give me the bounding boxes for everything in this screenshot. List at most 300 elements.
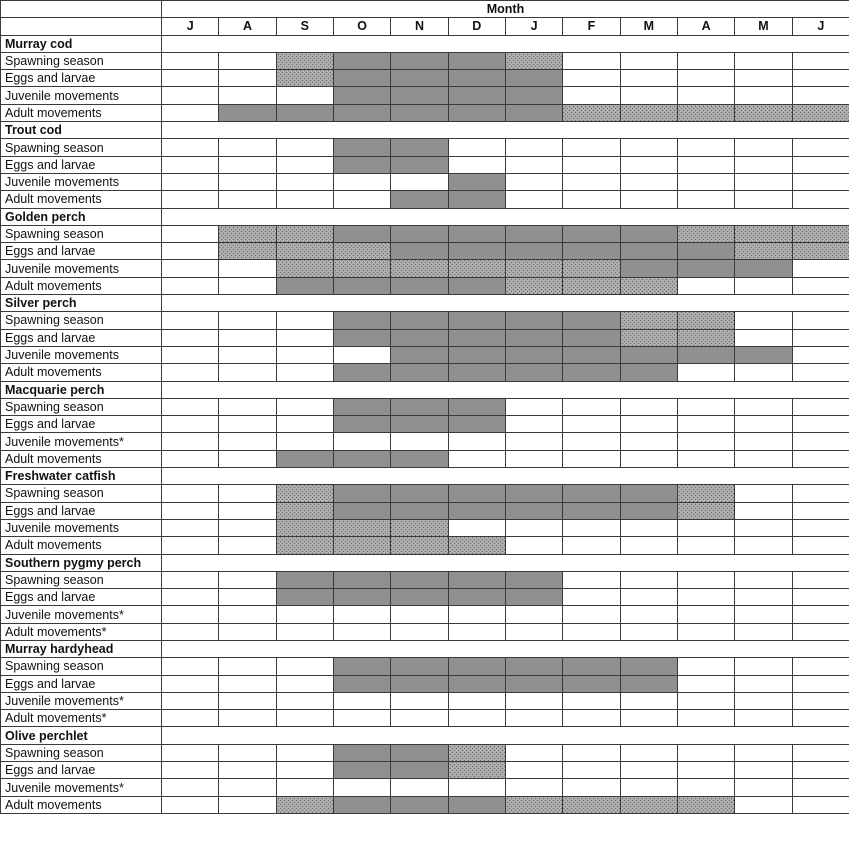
month-cell-blank xyxy=(162,433,219,450)
month-cell-blank xyxy=(563,398,620,415)
month-cell-blank xyxy=(620,519,677,536)
month-cell-blank xyxy=(333,710,390,727)
month-cell-solid xyxy=(735,260,792,277)
month-cell-blank xyxy=(505,156,562,173)
month-cell-blank xyxy=(505,433,562,450)
month-header: M xyxy=(620,18,677,35)
month-cell-solid xyxy=(333,70,390,87)
stage-row xyxy=(1,139,849,156)
month-cell-blank xyxy=(792,692,849,709)
stage-row xyxy=(1,346,849,363)
month-cell-solid xyxy=(333,104,390,121)
month-cell-blank xyxy=(162,779,219,796)
month-cell-blank xyxy=(620,433,677,450)
month-cell-solid xyxy=(333,364,390,381)
month-cell-stippled xyxy=(620,104,677,121)
month-cell-solid xyxy=(563,658,620,675)
month-cell-blank xyxy=(162,450,219,467)
month-cell-blank xyxy=(219,416,276,433)
month-cell-stippled xyxy=(677,485,734,502)
month-cell-blank xyxy=(219,692,276,709)
month-cell-blank xyxy=(792,589,849,606)
month-cell-blank xyxy=(563,623,620,640)
stage-label: Adult movements* xyxy=(1,623,162,640)
month-cell-solid xyxy=(333,744,390,761)
month-cell-solid xyxy=(505,485,562,502)
month-cell-blank xyxy=(219,658,276,675)
month-cell-blank xyxy=(677,277,734,294)
stage-row xyxy=(1,191,849,208)
month-cell-blank xyxy=(162,364,219,381)
stage-row xyxy=(1,225,849,242)
month-cell-blank xyxy=(792,433,849,450)
month-cell-blank xyxy=(505,762,562,779)
month-cell-stippled xyxy=(735,225,792,242)
month-cell-solid xyxy=(391,658,448,675)
month-cell-blank xyxy=(276,346,333,363)
month-header: A xyxy=(219,18,276,35)
species-row-spacer xyxy=(162,640,849,657)
month-cell-solid xyxy=(505,346,562,363)
month-cell-blank xyxy=(276,87,333,104)
month-cell-blank xyxy=(677,623,734,640)
stage-label: Spawning season xyxy=(1,571,162,588)
month-cell-stippled xyxy=(276,225,333,242)
month-header: M xyxy=(735,18,792,35)
header-corner-blank xyxy=(1,18,162,35)
month-cell-solid xyxy=(333,312,390,329)
month-cell-blank xyxy=(735,675,792,692)
species-name: Southern pygmy perch xyxy=(1,554,162,571)
month-cell-blank xyxy=(505,692,562,709)
month-cell-solid xyxy=(563,675,620,692)
month-cell-solid xyxy=(677,243,734,260)
stage-row xyxy=(1,416,849,433)
month-cell-blank xyxy=(162,156,219,173)
stage-label: Eggs and larvae xyxy=(1,762,162,779)
header-title-row xyxy=(1,1,849,18)
species-row-spacer xyxy=(162,381,849,398)
month-cell-blank xyxy=(448,710,505,727)
month-cell-stippled xyxy=(448,744,505,761)
month-cell-blank xyxy=(219,537,276,554)
month-cell-blank xyxy=(735,433,792,450)
month-cell-blank xyxy=(563,537,620,554)
month-cell-blank xyxy=(219,433,276,450)
month-cell-stippled xyxy=(448,537,505,554)
month-cell-blank xyxy=(391,692,448,709)
month-cell-blank xyxy=(735,364,792,381)
month-cell-solid xyxy=(620,485,677,502)
month-cell-blank xyxy=(219,623,276,640)
month-cell-blank xyxy=(620,571,677,588)
month-cell-blank xyxy=(677,433,734,450)
month-cell-blank xyxy=(162,139,219,156)
month-cell-blank xyxy=(792,139,849,156)
month-cell-blank xyxy=(333,692,390,709)
month-cell-solid xyxy=(391,70,448,87)
month-cell-solid xyxy=(333,156,390,173)
month-cell-blank xyxy=(391,623,448,640)
month-cell-stippled xyxy=(563,796,620,813)
month-header: N xyxy=(391,18,448,35)
month-cell-blank xyxy=(505,779,562,796)
month-cell-blank xyxy=(735,779,792,796)
stage-row xyxy=(1,450,849,467)
month-cell-blank xyxy=(333,191,390,208)
month-cell-blank xyxy=(219,364,276,381)
month-cell-blank xyxy=(792,502,849,519)
stage-row xyxy=(1,364,849,381)
month-cell-solid xyxy=(448,416,505,433)
month-cell-blank xyxy=(735,277,792,294)
month-cell-stippled xyxy=(620,277,677,294)
stage-label: Adult movements xyxy=(1,796,162,813)
stage-row xyxy=(1,87,849,104)
month-cell-blank xyxy=(219,139,276,156)
stage-row xyxy=(1,485,849,502)
stage-label: Spawning season xyxy=(1,485,162,502)
month-cell-blank xyxy=(563,589,620,606)
table-body xyxy=(1,35,849,813)
month-cell-blank xyxy=(735,537,792,554)
month-cell-blank xyxy=(162,658,219,675)
stage-label: Adult movements xyxy=(1,537,162,554)
month-cell-solid xyxy=(391,225,448,242)
month-cell-solid xyxy=(505,571,562,588)
stage-row xyxy=(1,398,849,415)
month-cell-blank xyxy=(563,87,620,104)
month-cell-stippled xyxy=(276,502,333,519)
month-cell-blank xyxy=(792,537,849,554)
month-cell-stippled xyxy=(391,519,448,536)
month-cell-blank xyxy=(620,139,677,156)
month-cell-blank xyxy=(677,70,734,87)
stage-row xyxy=(1,796,849,813)
month-cell-solid xyxy=(448,346,505,363)
month-cell-blank xyxy=(620,156,677,173)
stage-label: Eggs and larvae xyxy=(1,675,162,692)
month-cell-stippled xyxy=(677,312,734,329)
stage-label: Eggs and larvae xyxy=(1,589,162,606)
month-cell-blank xyxy=(219,173,276,190)
month-cell-solid xyxy=(333,398,390,415)
month-cell-blank xyxy=(620,744,677,761)
month-cell-blank xyxy=(677,571,734,588)
month-header: F xyxy=(563,18,620,35)
month-cell-blank xyxy=(219,589,276,606)
month-cell-blank xyxy=(677,173,734,190)
stage-row xyxy=(1,589,849,606)
month-cell-blank xyxy=(276,364,333,381)
month-cell-blank xyxy=(677,519,734,536)
month-cell-stippled xyxy=(563,104,620,121)
month-cell-blank xyxy=(735,416,792,433)
month-header: D xyxy=(448,18,505,35)
month-cell-solid xyxy=(448,589,505,606)
stage-label: Juvenile movements* xyxy=(1,606,162,623)
month-cell-blank xyxy=(563,710,620,727)
month-cell-blank xyxy=(162,87,219,104)
month-cell-solid xyxy=(620,260,677,277)
month-cell-blank xyxy=(505,173,562,190)
species-name: Trout cod xyxy=(1,122,162,139)
month-cell-stippled xyxy=(276,537,333,554)
month-cell-blank xyxy=(735,762,792,779)
month-cell-blank xyxy=(448,433,505,450)
month-cell-blank xyxy=(448,450,505,467)
month-cell-solid xyxy=(448,796,505,813)
month-cell-solid xyxy=(448,485,505,502)
month-cell-stippled xyxy=(219,225,276,242)
month-cell-blank xyxy=(620,762,677,779)
month-cell-blank xyxy=(563,450,620,467)
month-cell-blank xyxy=(276,329,333,346)
month-cell-blank xyxy=(677,710,734,727)
month-header: A xyxy=(677,18,734,35)
month-cell-solid xyxy=(620,364,677,381)
stage-label: Adult movements xyxy=(1,191,162,208)
month-cell-blank xyxy=(505,606,562,623)
month-cell-blank xyxy=(219,191,276,208)
stage-label: Eggs and larvae xyxy=(1,416,162,433)
stage-label: Eggs and larvae xyxy=(1,329,162,346)
month-cell-blank xyxy=(162,485,219,502)
month-cell-blank xyxy=(448,606,505,623)
month-cell-solid xyxy=(448,225,505,242)
month-cell-blank xyxy=(162,796,219,813)
month-header: J xyxy=(505,18,562,35)
month-cell-solid xyxy=(448,277,505,294)
stage-label: Spawning season xyxy=(1,398,162,415)
stage-row xyxy=(1,692,849,709)
month-cell-blank xyxy=(735,329,792,346)
month-cell-solid xyxy=(333,329,390,346)
month-cell-blank xyxy=(162,173,219,190)
month-cell-solid xyxy=(505,70,562,87)
month-cell-blank xyxy=(620,537,677,554)
species-row-spacer xyxy=(162,122,849,139)
month-cell-solid xyxy=(448,364,505,381)
month-cell-blank xyxy=(735,796,792,813)
month-cell-solid xyxy=(563,364,620,381)
month-cell-solid xyxy=(620,346,677,363)
species-row-spacer xyxy=(162,727,849,744)
month-cell-blank xyxy=(620,710,677,727)
month-cell-blank xyxy=(505,398,562,415)
month-cell-blank xyxy=(162,589,219,606)
month-cell-blank xyxy=(792,796,849,813)
month-cell-blank xyxy=(505,744,562,761)
month-cell-blank xyxy=(219,398,276,415)
month-cell-solid xyxy=(391,450,448,467)
month-cell-stippled xyxy=(391,260,448,277)
month-cell-blank xyxy=(620,87,677,104)
month-cell-blank xyxy=(792,346,849,363)
month-cell-blank xyxy=(448,156,505,173)
month-cell-solid xyxy=(448,52,505,69)
month-cell-blank xyxy=(276,312,333,329)
month-cell-blank xyxy=(792,762,849,779)
species-row xyxy=(1,295,849,312)
species-name: Freshwater catfish xyxy=(1,468,162,485)
month-cell-solid xyxy=(448,398,505,415)
month-cell-solid xyxy=(620,225,677,242)
month-cell-blank xyxy=(735,312,792,329)
month-cell-blank xyxy=(276,744,333,761)
month-cell-solid xyxy=(391,364,448,381)
month-cell-blank xyxy=(677,658,734,675)
month-cell-stippled xyxy=(620,312,677,329)
month-cell-blank xyxy=(162,710,219,727)
species-row xyxy=(1,381,849,398)
month-cell-blank xyxy=(219,710,276,727)
month-cell-blank xyxy=(677,139,734,156)
month-cell-solid xyxy=(333,416,390,433)
month-cell-blank xyxy=(677,537,734,554)
month-cell-blank xyxy=(219,52,276,69)
month-cell-blank xyxy=(792,277,849,294)
stage-row xyxy=(1,243,849,260)
month-cell-solid xyxy=(333,87,390,104)
month-cell-blank xyxy=(333,623,390,640)
stage-row xyxy=(1,571,849,588)
month-cell-solid xyxy=(505,329,562,346)
stage-label: Juvenile movements xyxy=(1,519,162,536)
stage-label: Eggs and larvae xyxy=(1,243,162,260)
species-row-spacer xyxy=(162,554,849,571)
month-cell-blank xyxy=(162,312,219,329)
stage-row xyxy=(1,52,849,69)
month-cell-blank xyxy=(735,52,792,69)
month-cell-solid xyxy=(505,364,562,381)
month-cell-stippled xyxy=(677,104,734,121)
month-cell-solid xyxy=(333,796,390,813)
month-cell-blank xyxy=(219,87,276,104)
month-cell-stippled xyxy=(792,225,849,242)
month-cell-blank xyxy=(792,658,849,675)
month-row xyxy=(1,18,849,35)
month-cell-blank xyxy=(735,571,792,588)
month-cell-stippled xyxy=(505,277,562,294)
month-cell-solid xyxy=(677,260,734,277)
month-cell-solid xyxy=(333,502,390,519)
month-cell-solid xyxy=(333,762,390,779)
month-cell-blank xyxy=(735,606,792,623)
month-cell-blank xyxy=(735,519,792,536)
stage-row xyxy=(1,260,849,277)
stage-row xyxy=(1,519,849,536)
month-cell-blank xyxy=(563,519,620,536)
month-cell-solid xyxy=(391,762,448,779)
month-cell-stippled xyxy=(219,243,276,260)
stage-label: Eggs and larvae xyxy=(1,502,162,519)
month-cell-solid xyxy=(620,658,677,675)
stage-row xyxy=(1,312,849,329)
species-row-spacer xyxy=(162,35,849,52)
month-cell-blank xyxy=(735,450,792,467)
month-cell-solid xyxy=(219,104,276,121)
month-cell-blank xyxy=(219,502,276,519)
header-corner xyxy=(1,1,162,18)
month-cell-blank xyxy=(219,450,276,467)
month-cell-blank xyxy=(677,606,734,623)
month-cell-blank xyxy=(677,779,734,796)
stage-label: Adult movements xyxy=(1,450,162,467)
month-cell-blank xyxy=(391,710,448,727)
month-header: S xyxy=(276,18,333,35)
month-header: J xyxy=(162,18,219,35)
month-cell-blank xyxy=(792,87,849,104)
month-cell-blank xyxy=(677,364,734,381)
month-cell-blank xyxy=(162,329,219,346)
month-cell-blank xyxy=(276,139,333,156)
month-cell-solid xyxy=(276,571,333,588)
month-cell-solid xyxy=(391,156,448,173)
month-cell-solid xyxy=(735,346,792,363)
month-cell-blank xyxy=(219,156,276,173)
month-cell-blank xyxy=(792,156,849,173)
stage-label: Spawning season xyxy=(1,658,162,675)
species-row xyxy=(1,35,849,52)
month-cell-stippled xyxy=(333,537,390,554)
stage-row xyxy=(1,277,849,294)
month-cell-solid xyxy=(391,139,448,156)
month-cell-blank xyxy=(333,779,390,796)
month-cell-blank xyxy=(162,346,219,363)
month-cell-solid xyxy=(448,675,505,692)
month-cell-blank xyxy=(563,692,620,709)
month-cell-blank xyxy=(219,762,276,779)
month-cell-blank xyxy=(276,658,333,675)
month-cell-solid xyxy=(276,277,333,294)
month-cell-blank xyxy=(276,606,333,623)
month-cell-blank xyxy=(448,139,505,156)
month-cell-blank xyxy=(219,779,276,796)
month-cell-blank xyxy=(792,779,849,796)
month-cell-solid xyxy=(448,312,505,329)
month-cell-blank xyxy=(162,416,219,433)
month-cell-blank xyxy=(735,173,792,190)
month-cell-blank xyxy=(677,191,734,208)
stage-row xyxy=(1,779,849,796)
stage-label: Juvenile movements* xyxy=(1,779,162,796)
month-cell-solid xyxy=(505,243,562,260)
month-cell-blank xyxy=(735,623,792,640)
month-cell-solid xyxy=(276,104,333,121)
month-cell-blank xyxy=(219,675,276,692)
month-cell-solid xyxy=(391,416,448,433)
month-cell-blank xyxy=(162,762,219,779)
month-cell-solid xyxy=(448,502,505,519)
month-cell-blank xyxy=(735,70,792,87)
month-cell-blank xyxy=(563,191,620,208)
month-cell-blank xyxy=(563,571,620,588)
stage-row xyxy=(1,173,849,190)
month-cell-blank xyxy=(391,779,448,796)
month-cell-blank xyxy=(563,433,620,450)
month-cell-solid xyxy=(391,398,448,415)
month-cell-stippled xyxy=(735,243,792,260)
month-cell-blank xyxy=(276,762,333,779)
month-cell-blank xyxy=(162,70,219,87)
stage-row xyxy=(1,675,849,692)
month-cell-solid xyxy=(563,243,620,260)
month-cell-blank xyxy=(735,191,792,208)
month-header: O xyxy=(333,18,390,35)
month-cell-blank xyxy=(677,675,734,692)
month-cell-blank xyxy=(276,710,333,727)
